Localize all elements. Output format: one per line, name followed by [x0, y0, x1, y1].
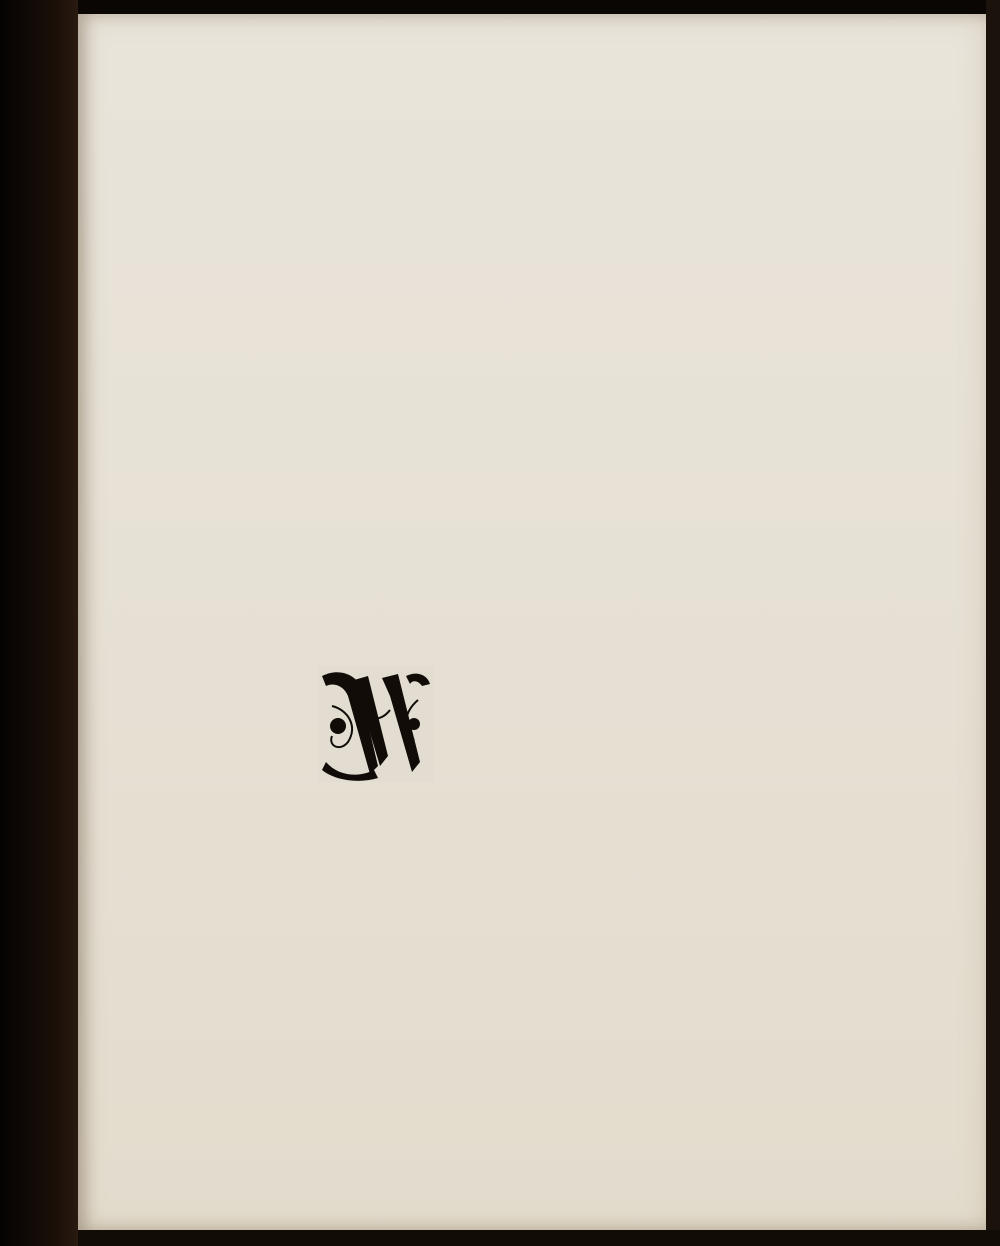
- book-binding-edge: [0, 0, 78, 1246]
- question-heading: [312, 286, 924, 339]
- right-background-edge: [986, 0, 1000, 1246]
- book-page: [78, 14, 986, 1230]
- fleuron-band-icon: [300, 96, 920, 192]
- bottom-background-edge: [78, 1230, 1000, 1246]
- decorated-initial-w-icon: [318, 666, 434, 782]
